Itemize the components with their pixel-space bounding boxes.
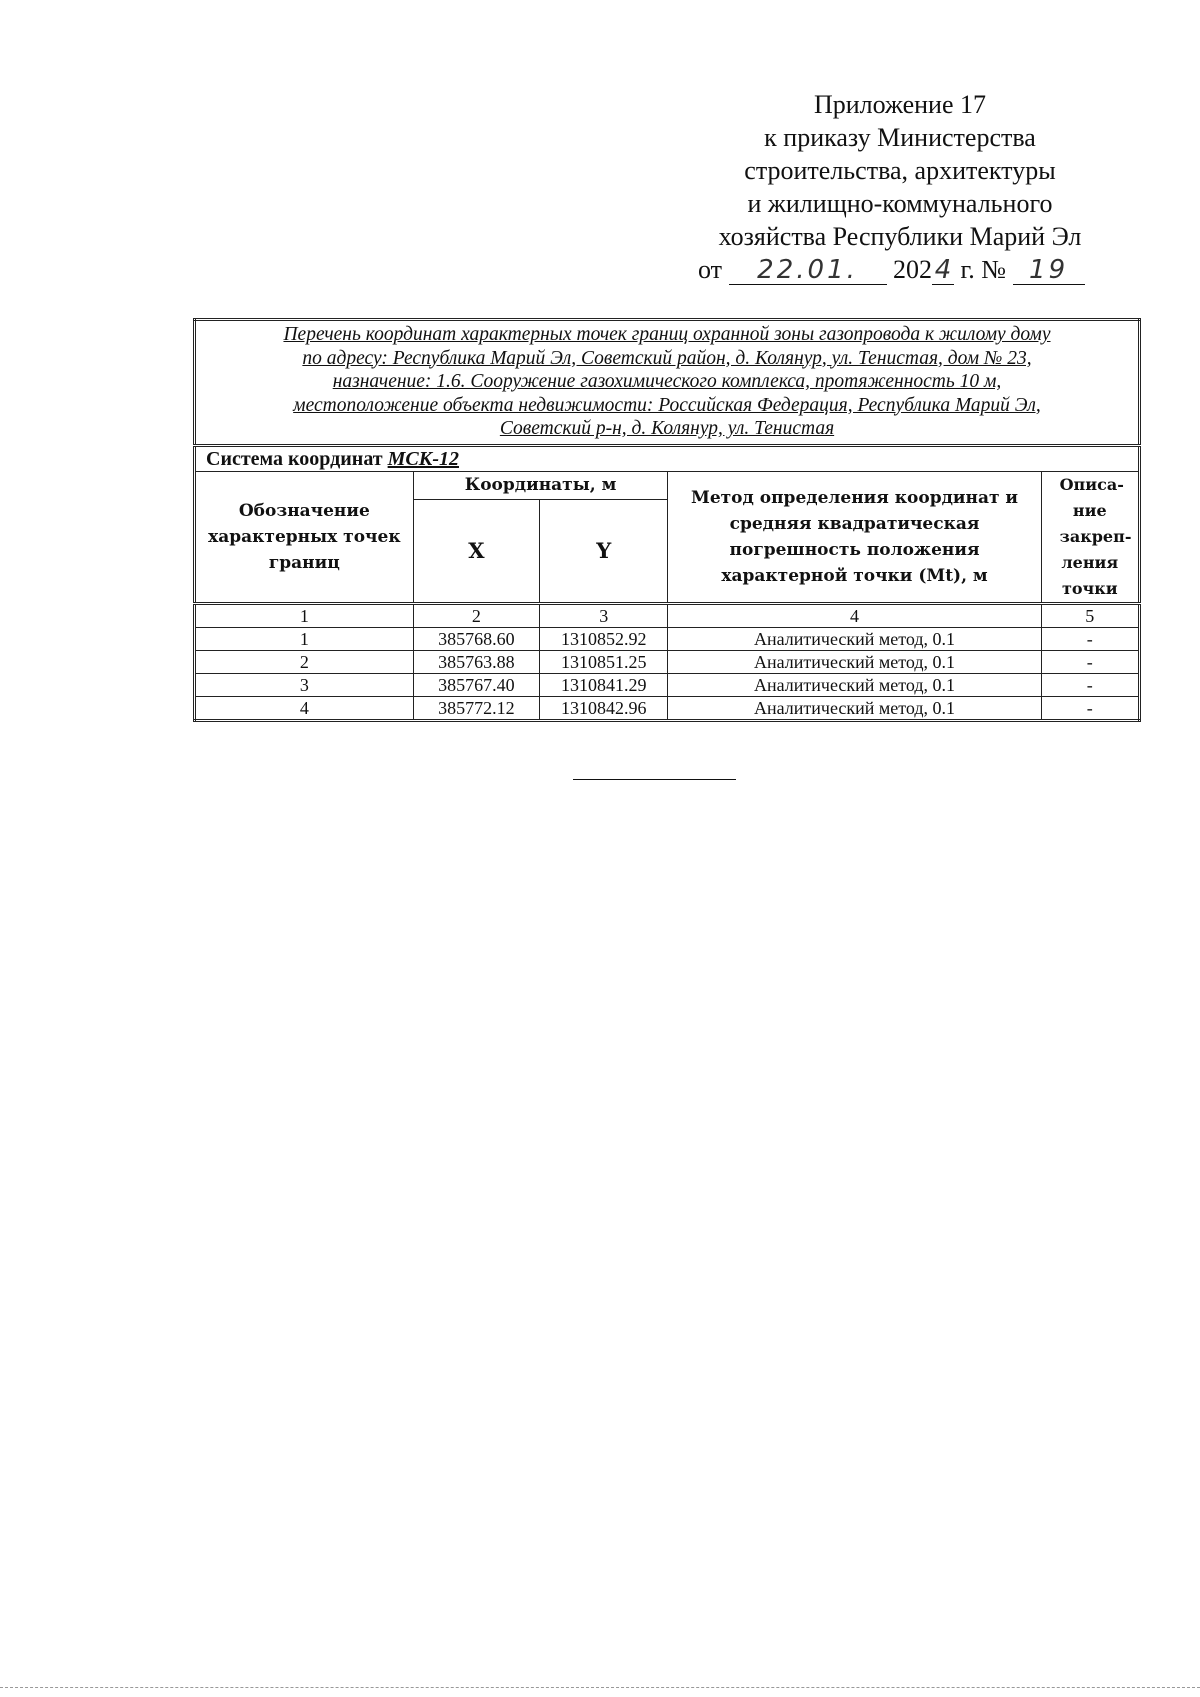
title-line: назначение: 1.6. Сооружение газохимического комплекса, протяженность 10 м, [332,371,1002,392]
header-point-designation: Обозначение характерных точек границ [195,471,414,603]
point-cell: 2 [195,650,414,673]
header-line: к приказу Министерства [764,123,1036,152]
header-line: строительства, архитектуры [744,156,1056,185]
handwritten-date: 22.01. [729,256,887,285]
year-prefix: 202 [893,255,933,284]
coordinates-table [193,318,1141,722]
y-cell: 1310842.96 [540,696,668,720]
handwritten-year-digit: 4 [932,256,954,285]
method-cell: Аналитический метод, 0.1 [668,696,1041,720]
header-x: X [413,499,539,603]
order-date-line [640,253,1160,286]
method-cell: Аналитический метод, 0.1 [668,673,1041,696]
description-cell: - [1041,696,1139,720]
coordinate-system-label: Система координат [206,447,383,470]
header-line: Приложение 17 [813,90,987,119]
table-row [195,696,1140,720]
date-prefix: от [698,255,723,284]
title-line: Советский р-н, д. Колянур, ул. Тенистая [499,418,835,439]
appendix-header [640,88,1160,286]
table-title [195,320,1140,446]
x-cell: 385767.40 [413,673,539,696]
header-line: хозяйства Республики Марий Эл [718,222,1082,251]
x-cell: 385768.60 [413,627,539,650]
header-coordinates: Координаты, м [413,471,668,499]
header-line: и жилищно-коммунального [747,189,1053,218]
title-line: Перечень координат характерных точек границ охранной зоны газопровода к жилому дому [283,324,1051,345]
y-cell: 1310852.92 [540,627,668,650]
method-cell: Аналитический метод, 0.1 [668,650,1041,673]
description-cell: - [1041,673,1139,696]
coordinate-system-row [195,445,1140,471]
point-cell: 1 [195,627,414,650]
table-row [195,673,1140,696]
column-number: 4 [668,603,1041,627]
number-label: г. № [960,255,1007,284]
header-description: Описа-ние закреп-ления точки [1041,471,1139,603]
column-number: 2 [413,603,539,627]
table-row [195,627,1140,650]
header-y: Y [540,499,668,603]
column-number-row [195,603,1140,627]
header-method: Метод определения координат и средняя квадратическая погрешность положения характерной точки (Mt), м [668,471,1041,603]
title-line: местоположение объекта недвижимости: Российская Федерация, Республика Марий Эл, [293,394,1041,416]
description-cell: - [1041,650,1139,673]
title-line: по адресу: Республика Марий Эл, Советский район, д. Колянур, ул. Тенистая, дом № 23, [302,347,1032,369]
table-row [195,650,1140,673]
description-cell: - [1041,627,1139,650]
column-number: 5 [1041,603,1139,627]
column-number: 1 [195,603,414,627]
x-cell: 385772.12 [413,696,539,720]
y-cell: 1310841.29 [540,673,668,696]
column-number: 3 [540,603,668,627]
point-cell: 4 [195,696,414,720]
handwritten-order-number: 19 [1013,256,1085,285]
method-cell: Аналитический метод, 0.1 [668,627,1041,650]
x-cell: 385763.88 [413,650,539,673]
point-cell: 3 [195,673,414,696]
end-separator-line [573,779,736,780]
scan-edge-line [0,1687,1200,1688]
coordinate-system-value: МСК-12 [387,447,459,470]
y-cell: 1310851.25 [540,650,668,673]
